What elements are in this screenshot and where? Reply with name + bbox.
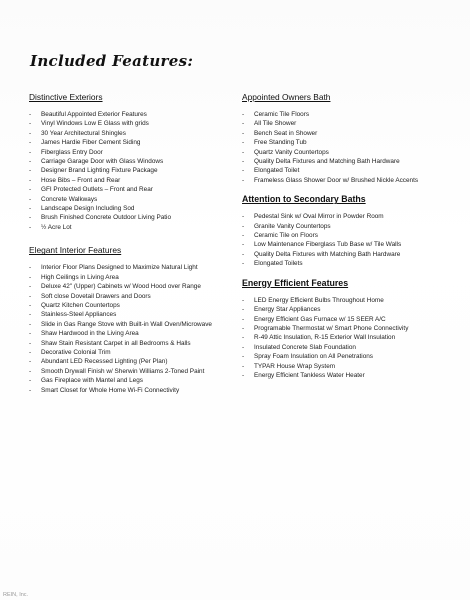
list-item-text: Quality Delta Fixtures with Matching Bath Hardware [254,250,401,258]
list-item-text: Carriage Garage Door with Glass Windows [41,158,164,166]
list-item-text: James Hardie Fiber Cement Siding [41,139,141,147]
energy-efficient-section [242,278,447,381]
section-heading: Distinctive Exteriors [29,92,103,102]
list-item-text: Granite Vanity Countertops [254,222,331,230]
bullet-icon: - [242,129,245,137]
feature-list [29,263,239,395]
list-item [242,343,447,352]
list-item-text: Designer Brand Lighting Fixture Package [41,167,158,175]
list-item [29,157,239,166]
list-item [29,148,239,157]
list-item [29,176,239,185]
bullet-icon: - [242,111,245,118]
owners-bath-section [242,92,447,185]
section-heading: Attention to Secondary Baths [242,194,366,205]
list-item-text: Vinyl Windows Low E Glass with grids [41,120,149,128]
list-item [29,166,239,175]
bullet-icon: - [29,358,32,366]
list-item-text: Energy Efficient Gas Furnace w/ 15 SEER A/C [254,315,386,323]
bullet-icon: - [29,186,32,194]
list-item-text: Fiberglass Entry Door [41,148,103,156]
bullet-icon: - [242,213,245,221]
bullet-icon: - [29,367,32,375]
list-item [29,367,239,376]
bullet-icon: - [242,167,245,175]
list-item [29,357,239,366]
list-item-text: Quartz Kitchen Countertops [41,301,120,309]
list-item-text: Shaw Hardwood in the Living Area [41,330,139,338]
list-item [29,129,239,138]
list-item-text: Slide in Gas Range Stove with Built-in Wall Oven/Microwave [41,320,212,328]
list-item [29,320,239,329]
bullet-icon: - [242,296,245,304]
list-item-text: Shaw Stain Resistant Carpet in all Bedrooms & Halls [41,339,191,347]
list-item [29,273,239,282]
list-item [242,250,447,259]
list-item [29,110,239,119]
secondary-baths-section [242,194,447,268]
list-item [242,362,447,371]
list-item [29,213,239,222]
bullet-icon: - [242,353,245,361]
feature-list [29,110,239,232]
list-item-text: Stainless-Steel Appliances [41,311,117,319]
list-item [29,339,239,348]
list-item [29,138,239,147]
bullet-icon: - [29,158,32,166]
bullet-icon: - [29,264,32,272]
bullet-icon: - [242,371,245,379]
bullet-icon: - [29,120,32,128]
list-item [29,329,239,338]
list-item [242,371,447,380]
section-heading: Appointed Owners Bath [242,92,331,102]
bullet-icon: - [29,176,32,184]
list-item-text: LED Energy Efficient Bulbs Throughout Home [254,296,384,304]
list-item [29,282,239,291]
list-item [242,212,447,221]
bullet-icon: - [29,292,32,300]
list-item [29,263,239,272]
bullet-icon: - [29,339,32,347]
list-item [29,119,239,128]
bullet-icon: - [29,330,32,338]
bullet-icon: - [29,273,32,281]
list-item [242,259,447,268]
list-item [242,138,447,147]
list-item [242,176,447,185]
list-item-text: Interior Floor Plans Designed to Maximize Natural Light [41,264,198,272]
list-item [242,352,447,361]
list-item [242,240,447,249]
list-item-text: Soft close Dovetail Drawers and Doors [41,292,151,300]
list-item-text: Low Maintenance Fiberglass Tub Base w/ Tile Walls [254,241,402,249]
bullet-icon: - [242,324,245,332]
bullet-icon: - [29,167,32,175]
list-item-text: Quartz Vanity Countertops [254,148,329,156]
bullet-icon: - [242,232,245,240]
left-column [29,92,239,395]
bullet-icon: - [29,348,32,356]
bullet-icon: - [29,301,32,309]
feature-list [242,110,447,185]
bullet-icon: - [29,223,32,231]
list-item [242,110,447,119]
list-item [242,324,447,333]
bullet-icon: - [29,214,32,222]
list-item [29,310,239,319]
bullet-icon: - [242,343,245,351]
bullet-icon: - [29,311,32,319]
bullet-icon: - [29,386,32,394]
bullet-icon: - [29,139,32,147]
elegant-interior-section [29,245,239,395]
bullet-icon: - [242,158,245,166]
bullet-icon: - [242,315,245,323]
bullet-icon: - [242,222,245,230]
list-item-text: Insulated Concrete Slab Foundation [254,343,356,351]
list-item-text: Smart Closet for Whole Home Wi-Fi Connectivity [41,386,180,394]
bullet-icon: - [242,139,245,147]
bullet-icon: - [242,241,245,249]
list-item [242,129,447,138]
list-item [29,195,239,204]
bullet-icon: - [242,250,245,258]
list-item [29,292,239,301]
list-item-text: Concrete Walkways [41,195,98,203]
list-item [29,386,239,395]
distinctive-exteriors-section [29,92,239,232]
list-item-text: Frameless Glass Shower Door w/ Brushed Nickle Accents [254,176,419,184]
list-item [29,376,239,385]
list-item [242,296,447,305]
list-item-text: Abundant LED Recessed Lighting (Per Plan) [41,358,168,366]
list-item-text: Spray Foam Insulation on All Penetrations [254,353,374,361]
list-item-text: Elongated Toilets [254,260,303,268]
list-item [242,157,447,166]
feature-list [242,296,447,381]
bullet-icon: - [29,283,32,291]
bullet-icon: - [242,148,245,156]
list-item-text: Gas Fireplace with Mantel and Legs [41,377,143,385]
list-item-text: Deluxe 42" (Upper) Cabinets w/ Wood Hood over Range [41,283,201,291]
feature-list [242,212,447,268]
section-heading: Elegant Interior Features [29,245,122,256]
list-item [242,231,447,240]
bullet-icon: - [29,111,32,118]
bullet-icon: - [29,195,32,203]
list-item-text: Landscape Design Including Sod [41,205,135,213]
list-item [29,204,239,213]
list-item [29,185,239,194]
list-item-text: Smooth Drywall Finish w/ Sherwin Williams 2-Toned Paint [41,367,205,375]
bullet-icon: - [242,334,245,342]
list-item-text: R-49 Attic Insulation, R-15 Exterior Wall Insulation [254,334,396,342]
list-item-text: Ceramic Tile Floors [254,111,310,118]
list-item-text: Elongated Toilet [254,167,300,175]
bullet-icon: - [29,320,32,328]
list-item [29,223,239,232]
list-item [29,301,239,310]
list-item-text: 30 Year Architectural Shingles [41,129,126,137]
list-item-text: Energy Efficient Tankless Water Heater [254,371,365,379]
list-item-text: Brush Finished Concrete Outdoor Living Patio [41,214,172,222]
list-item [242,119,447,128]
list-item [242,222,447,231]
list-item [242,305,447,314]
bullet-icon: - [29,148,32,156]
page-title: Included Features: [30,52,194,70]
bullet-icon: - [242,120,245,128]
list-item-text: Decorative Colonial Trim [41,348,111,356]
bullet-icon: - [242,260,245,268]
bullet-icon: - [242,176,245,184]
bullet-icon: - [29,205,32,213]
list-item-text: High Ceilings in Living Area [41,273,119,281]
list-item-text: TYPAR House Wrap System [254,362,336,370]
bullet-icon: - [29,129,32,137]
list-item [29,348,239,357]
list-item-text: Beautiful Appointed Exterior Features [41,111,147,118]
list-item-text: Programable Thermostat w/ Smart Phone Connectivity [254,324,409,332]
list-item [242,315,447,324]
bullet-icon: - [29,377,32,385]
list-item-text: Free Standing Tub [254,139,307,147]
list-item-text: All Tile Shower [254,120,297,128]
watermark: REIN, Inc. [3,592,29,598]
list-item-text: GFI Protected Outlets – Front and Rear [41,186,153,194]
list-item-text: Pedestal Sink w/ Oval Mirror in Powder Room [254,213,384,221]
section-heading: Energy Efficient Features [242,277,349,288]
list-item [242,148,447,157]
list-item-text: Quality Delta Fixtures and Matching Bath Hardware [254,158,400,166]
list-item-text: Hose Bibs – Front and Rear [41,176,121,184]
bullet-icon: - [242,362,245,370]
list-item [242,333,447,342]
bullet-icon: - [242,306,245,314]
list-item-text: Ceramic Tile on Floors [254,232,318,240]
list-item-text: Energy Star Appliances [254,306,321,314]
list-item-text: ½ Acre Lot [41,223,72,231]
list-item [242,166,447,175]
list-item-text: Bench Seat in Shower [254,129,318,137]
right-column [242,92,447,380]
